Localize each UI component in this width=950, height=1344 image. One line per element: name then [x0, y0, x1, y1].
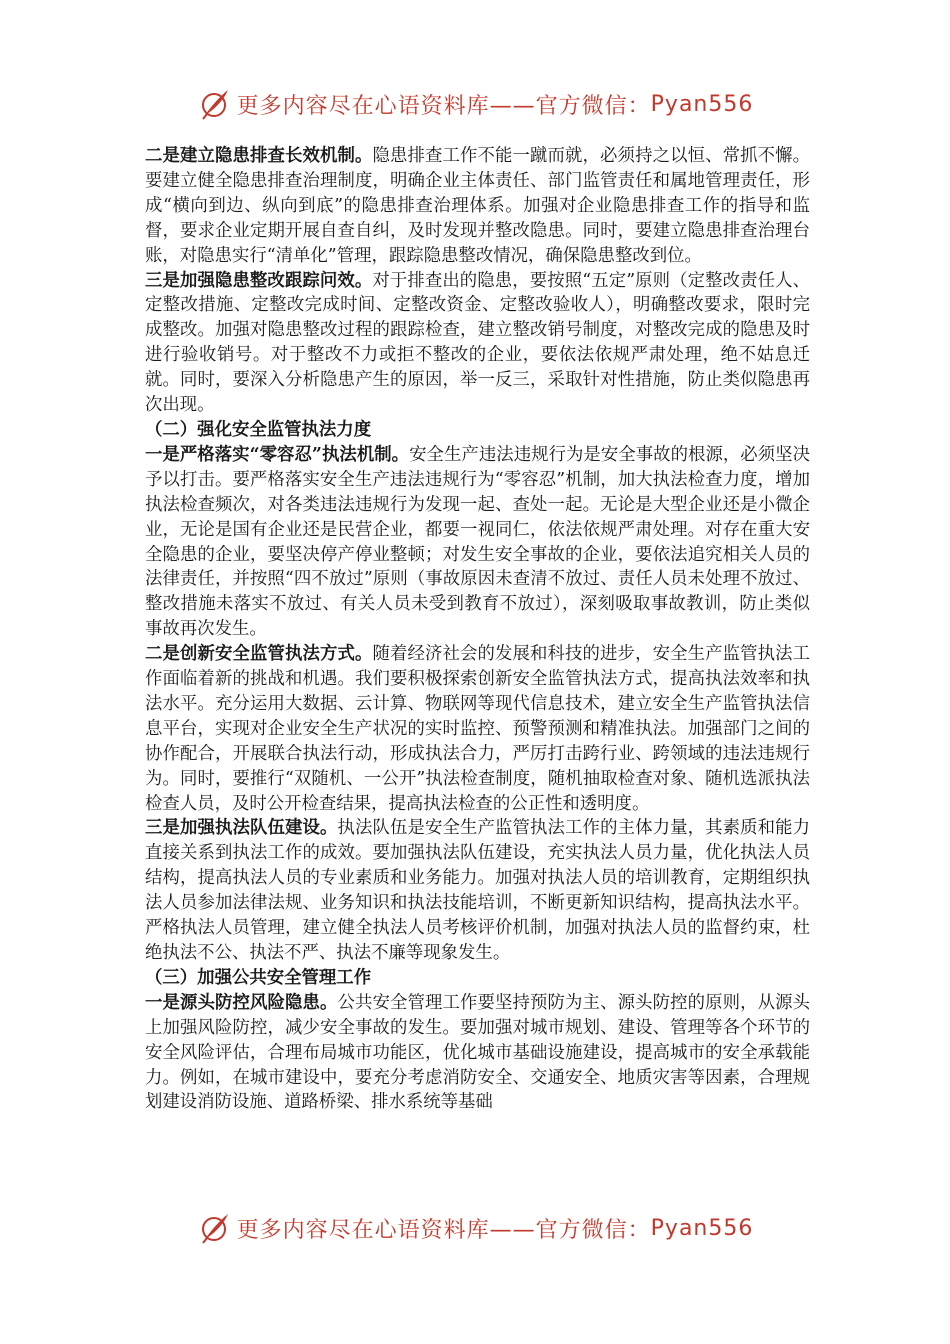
paragraph-lead: 二是创新安全监管执法方式。	[145, 644, 373, 665]
paragraph-lead: 三是加强执法队伍建设。	[145, 818, 338, 839]
banner-text: 更多内容尽在心语资料库——官方微信：	[236, 1217, 651, 1243]
paragraph-body: 执法队伍是安全生产监管执法工作的主体力量，其素质和能力直接关系到执法工作的成效。要加强执法队伍建设，充实执法人员力量，优化执法人员结构，提高执法人员的专业素质和业务能力。加强对执法人员的培训教育，定期组织执法人员参加法律法规、业务知识和执法技能培训，不断更新知识结构，提高执法水平。严格执法人员管理，建立健全执法人员考核评价机制，加强对执法人员的监督约束，杜绝执法不公、执法不严、执法不廉等现象发生。	[145, 818, 810, 963]
paragraph	[145, 991, 810, 1116]
paragraph-body: 对于排查出的隐患，要按照“五定”原则（定整改责任人、定整改措施、定整改完成时间、定整改资金、定整改验收人），明确整改要求，限时完成整改。加强对隐患整改过程的跟踪检查，建立整改销号制度，对整改完成的隐患及时进行验收销号。对于整改不力或拒不整改的企业，要依法依规严肃处理，绝不姑息迁就。同时，要深入分析隐患产生的原因，举一反三，采取针对性措施，防止类似隐患再次出现。	[145, 270, 810, 416]
feather-pen-icon	[197, 87, 231, 121]
paragraph	[145, 269, 810, 418]
paragraph	[145, 443, 810, 642]
paragraph-body: 随着经济社会的发展和科技的进步，安全生产监管执法工作面临着新的挑战和机遇。我们要积极探索创新安全监管执法方式，提高执法效率和执法水平。充分运用大数据、云计算、物联网等现代信息技术，建立安全生产监管执法信息平台，实现对企业安全生产状况的实时监控、预警预测和精准执法。加强部门之间的协作配合，开展联合执法行动，形成执法合力，严厉打击跨行业、跨领域的违法违规行为。同时，要推行“双随机、一公开”执法检查制度，随机抽取检查对象、随机选派执法检查人员，及时公开检查结果，提高执法检查的公正性和透明度。	[145, 644, 810, 814]
document-body	[145, 144, 810, 1115]
banner-text: 更多内容尽在心语资料库——官方微信：	[236, 93, 651, 119]
paragraph-body: 隐患排查工作不能一蹴而就，必须持之以恒、常抓不懈。要建立健全隐患排查治理制度，明确企业主体责任、部门监管责任和属地管理责任，形成“横向到边、纵向到底”的隐患排查治理体系。加强对企业隐患排查工作的指导和监督，要求企业定期开展自查自纠，及时发现并整改隐患。同时，要建立隐患排查治理台账，对隐患实行“清单化”管理，跟踪隐患整改情况，确保隐患整改到位。	[145, 146, 810, 266]
paragraph-body: 公共安全管理工作要坚持预防为主、源头防控的原则，从源头上加强风险防控，减少安全事故的发生。要加强对城市规划、建设、管理等各个环节的安全风险评估，合理布局城市功能区，优化城市基础设施建设，提高城市的安全承载能力。例如，在城市建设中，要充分考虑消防安全、交通安全、地质灾害等因素，合理规划建设消防设施、道路桥梁、排水系统等基础	[145, 992, 810, 1113]
paragraph-lead: 三是加强隐患整改跟踪问效。	[145, 270, 373, 291]
section-heading: （三）加强公共安全管理工作	[145, 967, 372, 988]
paragraph-lead: 二是建立隐患排查长效机制。	[145, 146, 373, 166]
paragraph	[145, 816, 810, 965]
header-banner	[0, 84, 950, 124]
banner-wechat: Pyan556	[650, 1215, 754, 1241]
feather-pen-icon	[197, 1211, 231, 1245]
footer-banner	[0, 1208, 950, 1248]
paragraph-body: 安全生产违法违规行为是安全事故的根源，必须坚决予以打击。要严格落实安全生产违法违规行为“零容忍”机制，加大执法检查力度，增加执法检查频次，对各类违法违规行为发现一起、查处一起。无论是大型企业还是小微企业，无论是国有企业还是民营企业，都要一视同仁，依法依规严肃处理。对存在重大安全隐患的企业，要坚决停产停业整顿；对发生安全事故的企业，要依法追究相关人员的法律责任，并按照“四不放过”原则（事故原因未查清不放过、责任人员未处理不放过、整改措施未落实不放过、有关人员未受到教育不放过），深刻吸取事故教训，防止类似事故再次发生。	[145, 444, 810, 640]
section-heading: （二）强化安全监管执法力度	[145, 419, 372, 440]
paragraph-lead: 一是严格落实“零容忍”执法机制。	[145, 444, 410, 465]
paragraph	[145, 642, 810, 816]
banner-wechat: Pyan556	[650, 91, 754, 117]
paragraph-lead: 一是源头防控风险隐患。	[145, 992, 338, 1013]
paragraph	[145, 144, 810, 269]
